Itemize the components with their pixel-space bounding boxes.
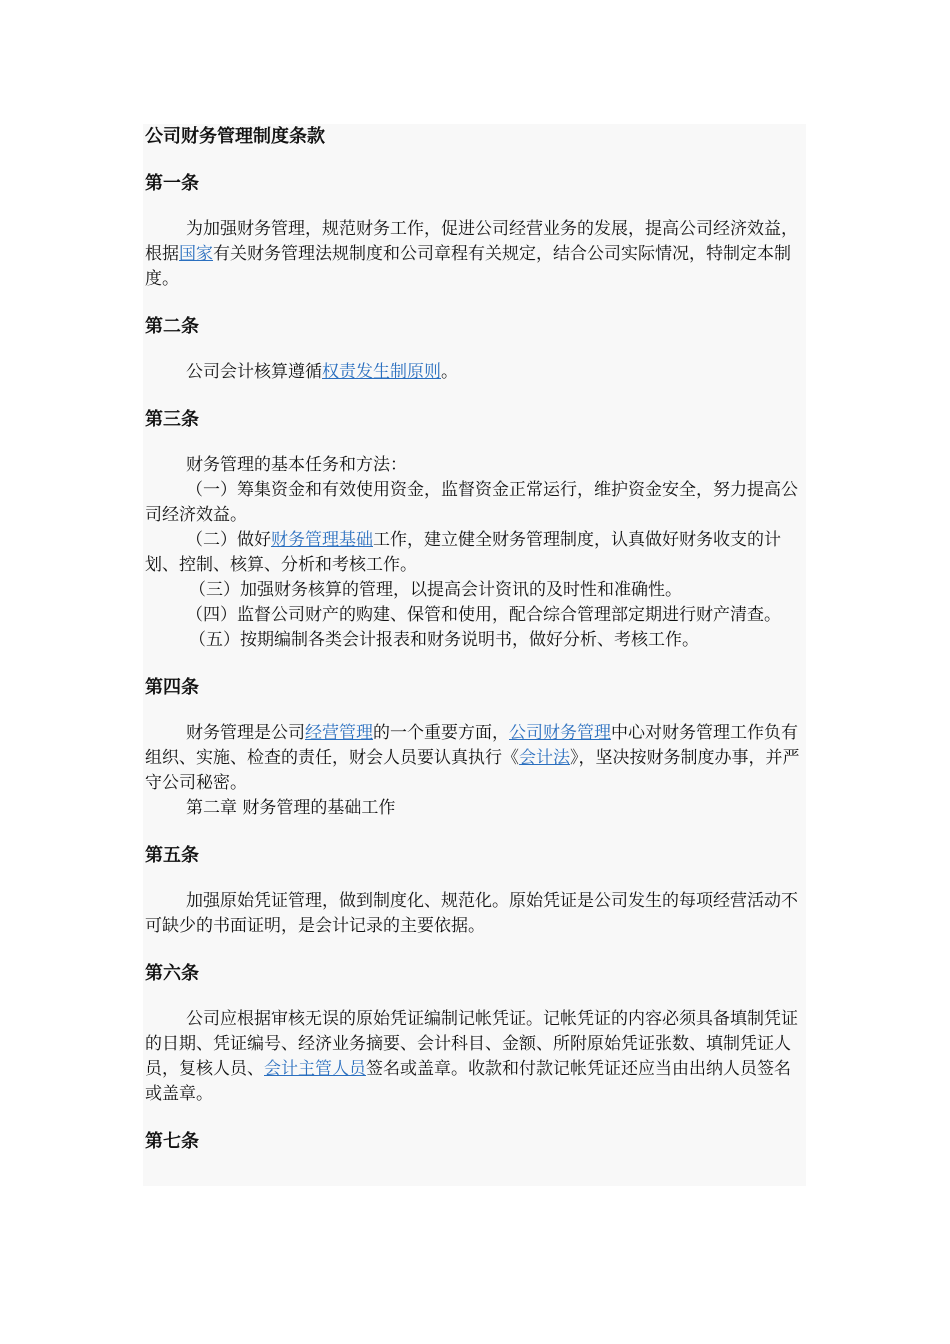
- article-heading: 第七条: [145, 1131, 199, 1152]
- paragraph-text: 有关财务管理法规制度和公司章程有关规定，结合公司实际情况，特制定本制度。: [145, 244, 791, 289]
- article-1: [143, 171, 806, 292]
- article-paragraph: [143, 721, 806, 796]
- article-paragraph: [143, 796, 806, 821]
- article-paragraph: [143, 628, 806, 653]
- inline-link[interactable]: 会计法: [519, 748, 570, 768]
- paragraph-text: 》，坚决按财务制度办事，并严守公司秘密。: [145, 748, 800, 793]
- article-paragraph: [143, 217, 806, 292]
- paragraph-text: 财务管理是公司: [186, 723, 305, 743]
- document-title: 公司财务管理制度条款: [145, 126, 325, 147]
- article-list: [143, 171, 806, 1154]
- article-paragraph: [143, 603, 806, 628]
- article-5: [143, 843, 806, 939]
- paragraph-text: （三）加强财务核算的管理，以提高会计资讯的及时性和准确性。: [189, 580, 682, 600]
- article-paragraph: [143, 528, 806, 578]
- paragraph-text: 中心对财务管理工作负有组织、实施、检查的责任，财会人员要认真执行《: [145, 723, 798, 768]
- article-4: [143, 675, 806, 821]
- paragraph-text: 公司应根据审核无误的原始凭证编制记帐凭证。记帐凭证的内容必须具备填制凭证的日期、凭证编号、经济业务摘要、会计科目、金额、所附原始凭证张数、填制凭证人员，复核人员、: [145, 1009, 798, 1079]
- inline-link[interactable]: 权责发生制原则: [322, 362, 441, 382]
- inline-link[interactable]: 公司财务管理: [509, 723, 611, 743]
- paragraph-text: 工作，建立健全财务管理制度，认真做好财务收支的计划、控制、核算、分析和考核工作。: [145, 530, 781, 575]
- article-paragraph: [143, 1007, 806, 1107]
- paragraph-text: 签名或盖章。收款和付款记帐凭证还应当由出纳人员签名或盖章。: [145, 1059, 791, 1104]
- paragraph-text: 财务管理的基本任务和方法：: [186, 455, 407, 475]
- article-heading: 第二条: [145, 316, 199, 337]
- inline-link[interactable]: 财务管理基础: [271, 530, 373, 550]
- article-7: [143, 1129, 806, 1154]
- article-2: [143, 314, 806, 385]
- article-6: [143, 961, 806, 1107]
- article-paragraph: [143, 478, 806, 528]
- article-heading: 第五条: [145, 845, 199, 866]
- paragraph-text: （一）筹集资金和有效使用资金，监督资金正常运行，维护资金安全，努力提高公司经济效益。: [145, 480, 798, 525]
- inline-link[interactable]: 会计主管人员: [264, 1059, 366, 1079]
- paragraph-text: 第二章 财务管理的基础工作: [186, 798, 396, 818]
- inline-link[interactable]: 经营管理: [305, 723, 373, 743]
- article-3: [143, 407, 806, 653]
- document-body: [143, 124, 806, 1186]
- article-heading: 第一条: [145, 173, 199, 194]
- article-heading: 第四条: [145, 677, 199, 698]
- article-heading: 第六条: [145, 963, 199, 984]
- paragraph-text: 加强原始凭证管理，做到制度化、规范化。原始凭证是公司发生的每项经营活动不可缺少的书面证明，是会计记录的主要依据。: [145, 891, 798, 936]
- inline-link[interactable]: 国家: [179, 244, 213, 264]
- paragraph-text: 。: [441, 362, 458, 382]
- paragraph-text: （四）监督公司财产的购建、保管和使用，配合综合管理部定期进行财产清查。: [186, 605, 781, 625]
- paragraph-text: 公司会计核算遵循: [186, 362, 322, 382]
- paragraph-text: 的一个重要方面，: [373, 723, 509, 743]
- paragraph-text: （二）做好: [186, 530, 271, 550]
- article-heading: 第三条: [145, 409, 199, 430]
- article-paragraph: [143, 453, 806, 478]
- article-paragraph: [143, 889, 806, 939]
- paragraph-text: 为加强财务管理，规范财务工作，促进公司经营业务的发展，提高公司经济效益，根据: [145, 219, 798, 264]
- article-paragraph: [143, 578, 806, 603]
- article-paragraph: [143, 360, 806, 385]
- paragraph-text: （五）按期编制各类会计报表和财务说明书，做好分析、考核工作。: [189, 630, 699, 650]
